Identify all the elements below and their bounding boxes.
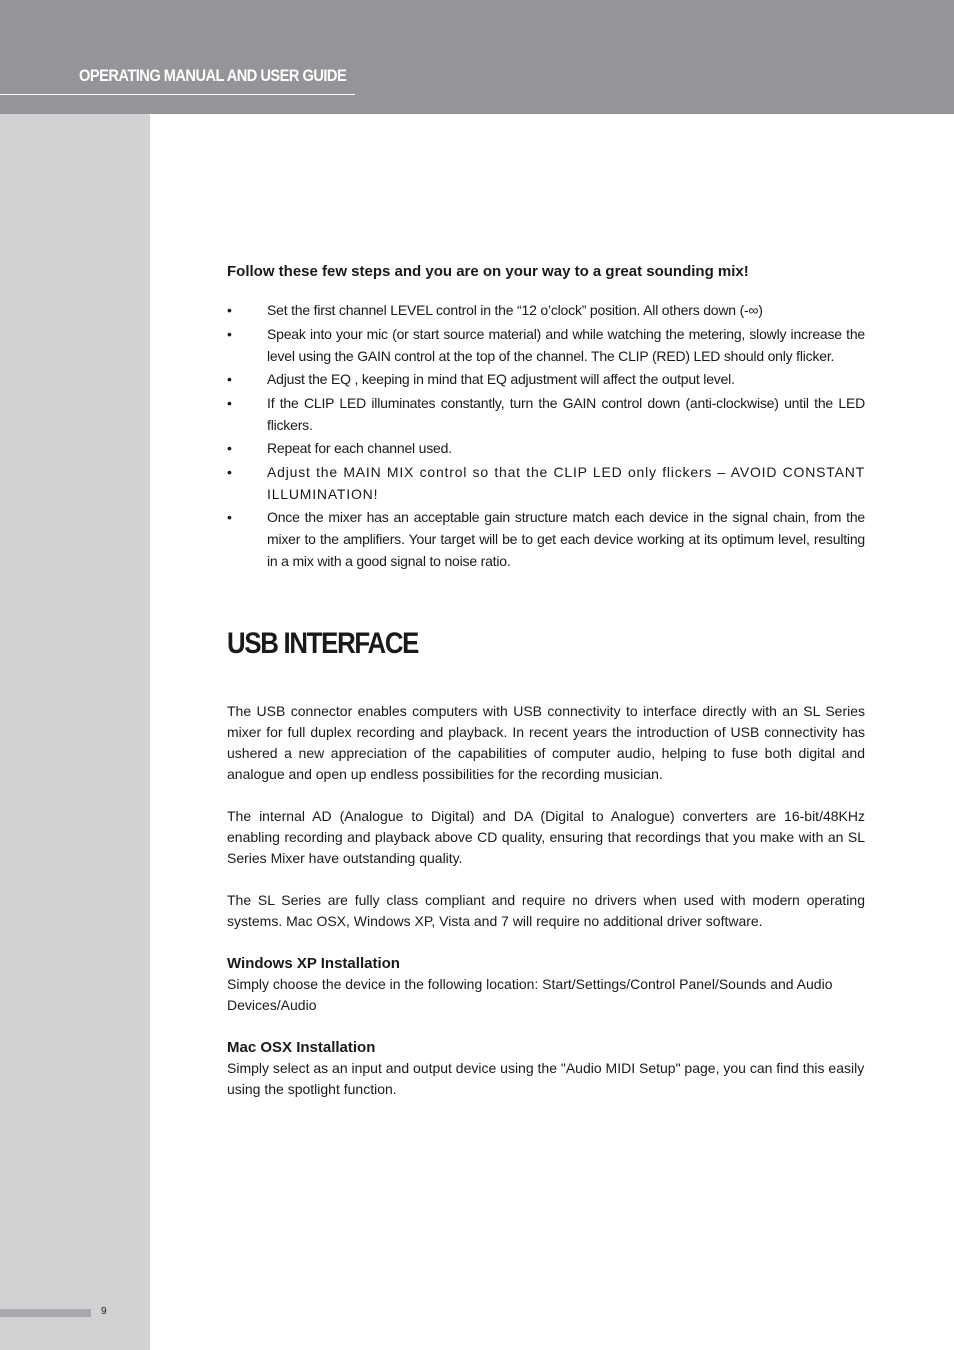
steps-list	[227, 299, 865, 572]
list-item	[227, 299, 865, 321]
windows-text: Simply choose the device in the following location: Start/Settings/Control Panel/Sounds and Audio Devices/Audio	[227, 976, 833, 1013]
section-title-usb: USB INTERFACE	[227, 627, 419, 660]
list-item-text: Adjust the EQ , keeping in mind that EQ adjustment will affect the output level.	[267, 371, 735, 387]
bullet: •	[227, 325, 232, 342]
list-item-text: Adjust the MAIN MIX control so that the CLIP LED only flickers – AVOID CONSTANT ILLUMINATION!	[267, 463, 865, 502]
bullet: •	[227, 371, 232, 387]
windows-heading: Windows XP Installation	[227, 955, 400, 972]
usb-paragraph: The internal AD (Analogue to Digital) and DA (Digital to Analogue) converters are 16-bit/48KHz enabling recording and playback above CD quality, ensuring that recordings that you make with an SL Series Mixer have outstanding quality.	[227, 808, 865, 866]
header-band	[0, 0, 954, 114]
list-item	[227, 437, 865, 459]
list-item-text: Set the first channel LEVEL control in the “12 o’clock” position. All others down (-∞)	[267, 302, 763, 318]
list-item	[227, 392, 865, 436]
list-item-text: Speak into your mic (or start source material) and while watching the metering, slowly increase the level using the GAIN control at the top of the channel. The CLIP (RED) LED should only flicker.	[267, 325, 865, 364]
list-item	[227, 506, 865, 572]
bullet: •	[227, 440, 232, 456]
list-item-text: If the CLIP LED illuminates constantly, turn the GAIN control down (anti-clockwise) until the LED flickers.	[267, 394, 865, 433]
list-item-text: Once the mixer has an acceptable gain structure match each device in the signal chain, from the mixer to the amplifiers. Your target will be to get each device working at its optimum level, resulting in a mix with a good signal to noise ratio.	[267, 509, 865, 569]
intro-heading: Follow these few steps and you are on your way to a great sounding mix!	[227, 263, 749, 280]
mac-heading: Mac OSX Installation	[227, 1039, 376, 1056]
bullet: •	[227, 394, 232, 411]
bullet: •	[227, 509, 232, 525]
list-item	[227, 461, 865, 505]
usb-paragraph: The SL Series are fully class compliant and require no drivers when used with modern operating systems. Mac OSX, Windows XP, Vista and 7 will require no additional driver software.	[227, 892, 865, 929]
list-item	[227, 368, 865, 390]
side-band	[0, 114, 150, 1350]
page-content	[227, 262, 865, 1100]
header-rule	[0, 94, 355, 95]
header-title: OPERATING MANUAL AND USER GUIDE	[79, 66, 347, 85]
list-item-text: Repeat for each channel used.	[267, 440, 452, 456]
list-item	[227, 323, 865, 367]
page-number: 9	[101, 1306, 107, 1317]
mac-text: Simply select as an input and output device using the "Audio MIDI Setup" page, you can find this easily using the spotlight function.	[227, 1060, 865, 1097]
usb-paragraph: The USB connector enables computers with USB connectivity to interface directly with an SL Series mixer for full duplex recording and playback. In recent years the introduction of USB connectivity has ushered a new appreciation of the capabilities of computer audio, helping to fuse both digital and analogue and open up endless possibilities for the recording musician.	[227, 703, 865, 782]
bullet: •	[227, 302, 232, 318]
page-number-bar	[0, 1309, 91, 1317]
bullet: •	[227, 463, 233, 480]
